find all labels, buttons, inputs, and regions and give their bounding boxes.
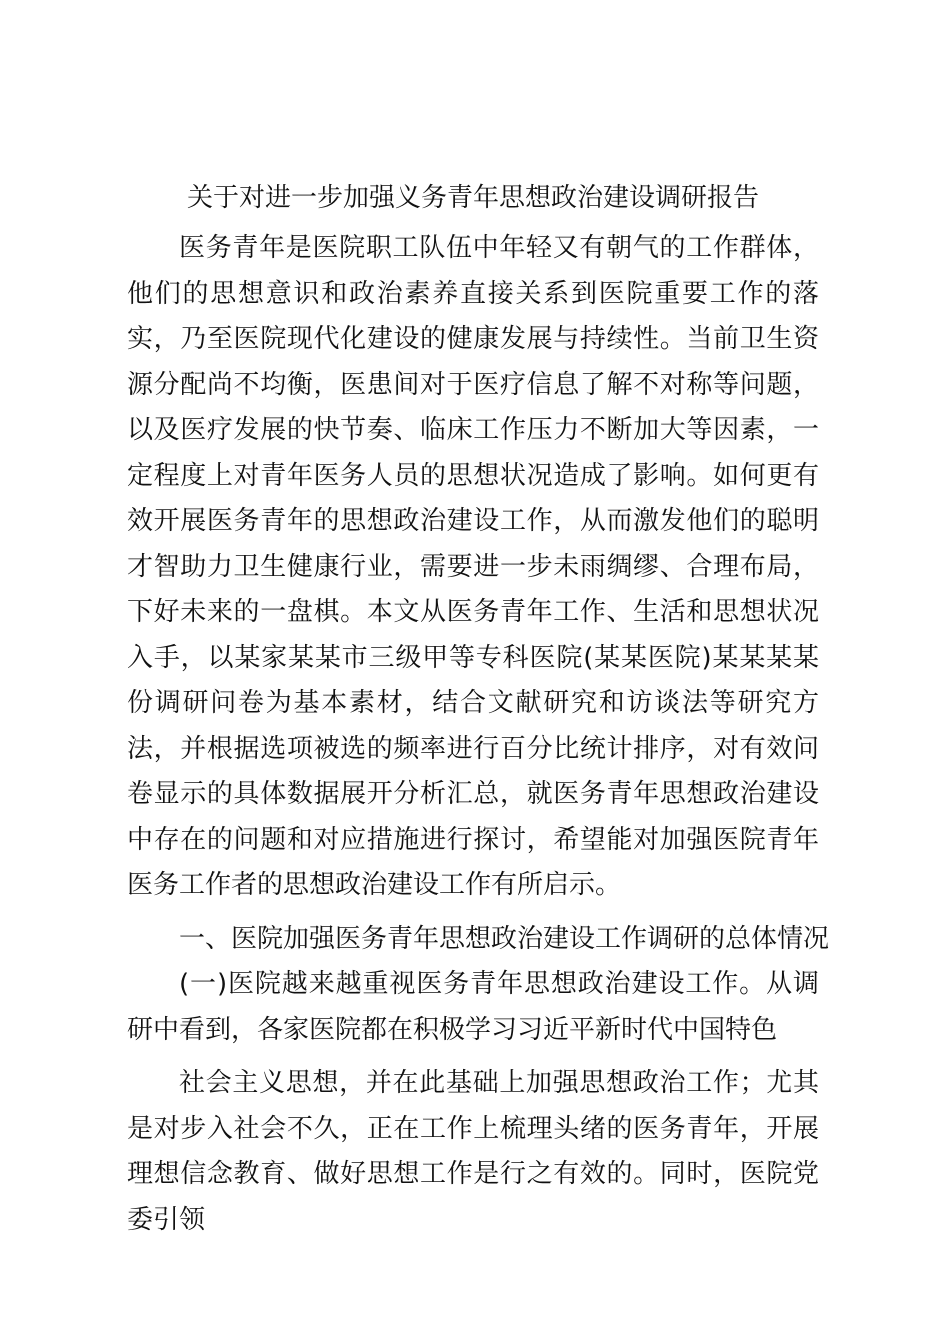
intro-paragraph: 医务青年是医院职工队伍中年轻又有朝气的工作群体，他们的思想意识和政治素养直接关系到医院重要工作的落实，乃至医院现代化建设的健康发展与持续性。当前卫生资源分配尚不均衡，医患间对于医疗信息了解不对称等问题，以及医疗发展的快节奏、临床工作压力不断加大等因素，一定程度上对青年医务人员的思想状况造成了影响。如何更有效开展医务青年的思想政治建设工作，从而激发他们的聪明才智助力卫生健康行业，需要进一步未雨绸缪、合理布局，下好未来的一盘棋。本文从医务青年工作、生活和思想状况入手，以某家某某市三级甲等专科医院(某某医院)某某某某份调研问卷为基本素材，结合文献研究和访谈法等研究方法，并根据选项被选的频率进行百分比统计排序，对有效问卷显示的具体数据展开分析汇总，就医务青年思想政治建设中存在的问题和对应措施进行探讨，希望能对加强医院青年医务工作者的思想政治建设工作有所启示。 bbox=[127, 233, 819, 900]
document-title: 关于对进一步加强义务青年思想政治建设调研报告 bbox=[186, 183, 759, 213]
section-heading: 一、医院加强医务青年思想政治建设工作调研的总体情况 bbox=[179, 923, 830, 954]
document-body bbox=[127, 176, 830, 1243]
subsection-paragraph: (一)医院越来越重视医务青年思想政治建设工作。从调研中看到，各家医院都在积极学习习近平新时代中国特色 bbox=[127, 969, 819, 1045]
continuation-paragraph: 社会主义思想，并在此基础上加强思想政治工作；尤其是对步入社会不久，正在工作上梳理头绪的医务青年，开展理想信念教育、做好思想工作是行之有效的。同时，医院党委引领 bbox=[127, 1068, 819, 1235]
